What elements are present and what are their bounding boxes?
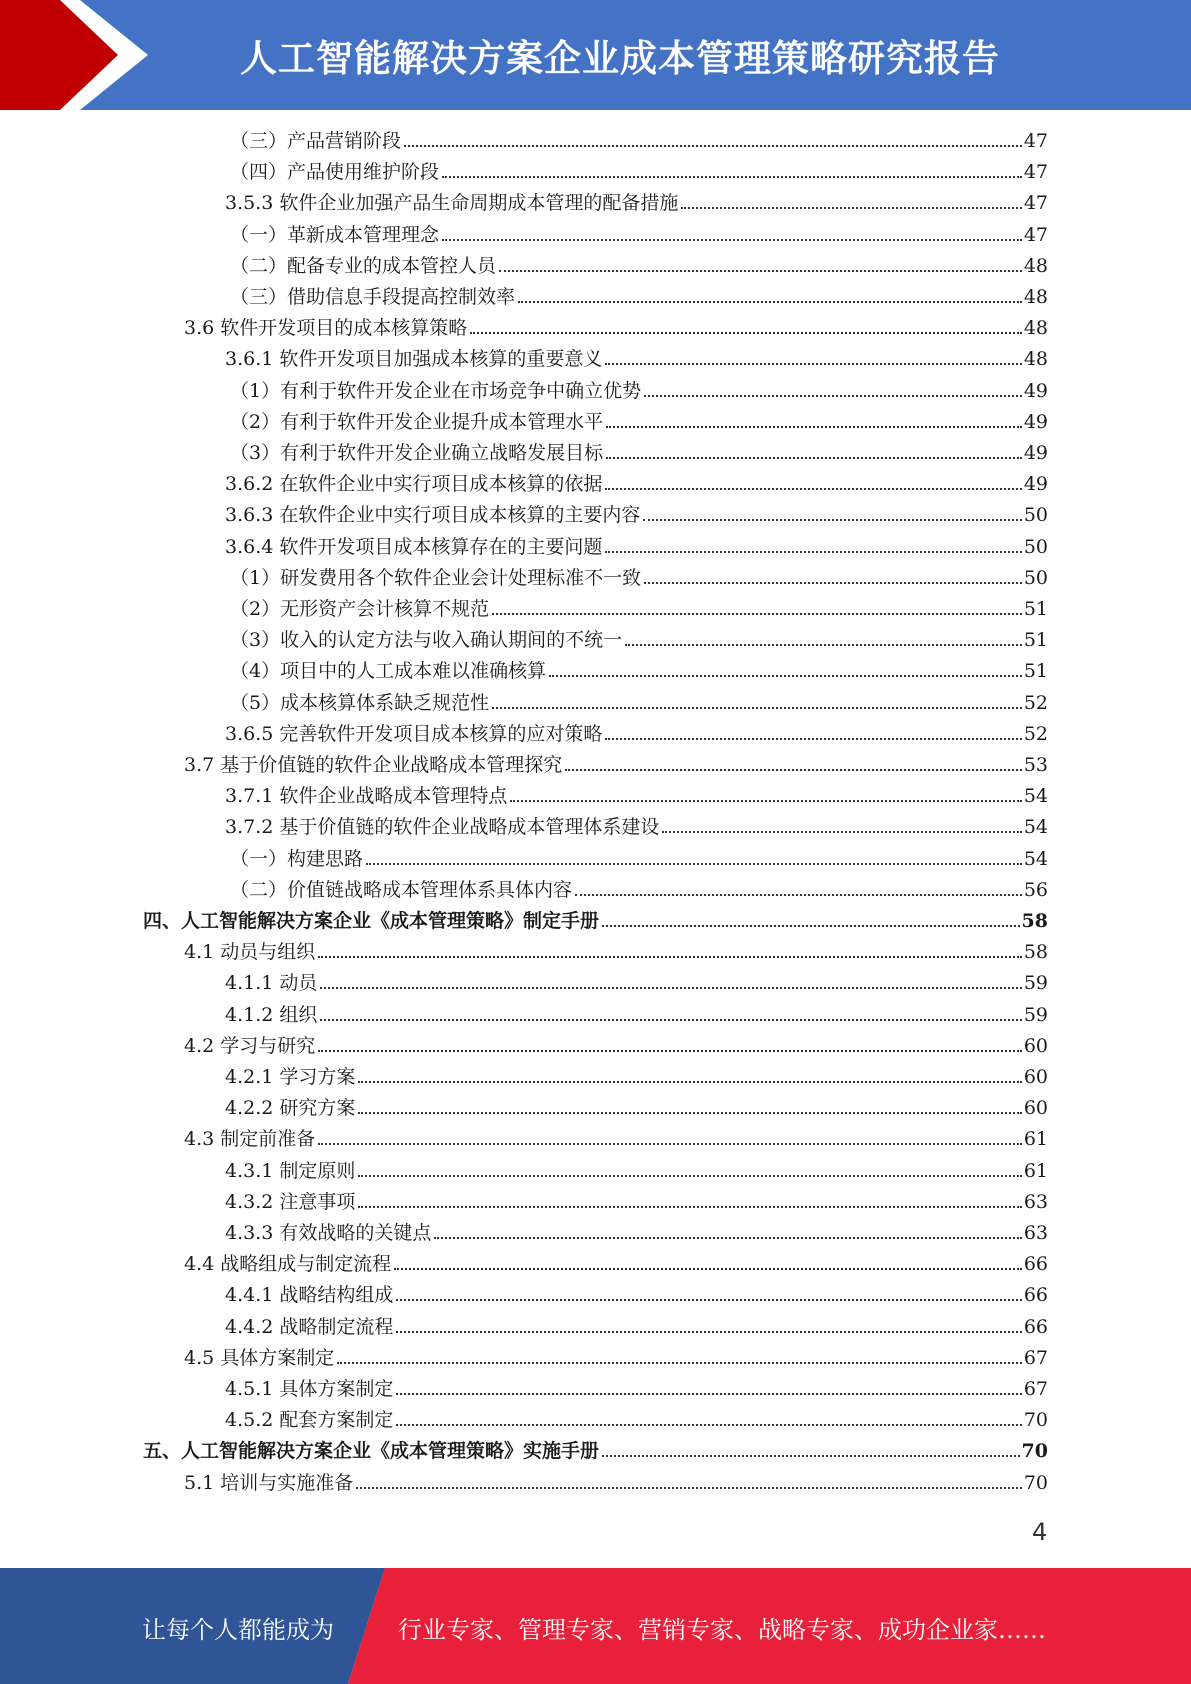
toc-dot-leader	[434, 1237, 1021, 1239]
toc-entry-label: 4.1.2 组织	[225, 1003, 318, 1026]
toc-dot-leader	[396, 1424, 1021, 1426]
toc-entry-page: 54	[1023, 847, 1048, 870]
toc-dot-leader	[565, 769, 1022, 771]
toc-dot-leader	[606, 457, 1022, 459]
toc-entry[interactable]	[225, 1187, 1048, 1218]
toc-entry-page: 66	[1023, 1315, 1048, 1338]
toc-entry[interactable]	[225, 1093, 1048, 1124]
toc-dot-leader	[470, 332, 1022, 334]
document-title: 人工智能解决方案企业成本管理策略研究报告	[240, 37, 1000, 80]
toc-entry-page: 52	[1023, 691, 1048, 714]
toc-entry-page: 58	[1023, 941, 1048, 964]
toc-entry-label: 四、人工智能解决方案企业《成本管理策略》制定手册	[143, 910, 600, 932]
toc-entry-label: 4.1.1 动员	[225, 972, 318, 995]
toc-dot-leader	[358, 1206, 1021, 1208]
toc-entry[interactable]	[230, 875, 1048, 906]
toc-dot-leader	[442, 176, 1022, 178]
toc-entry[interactable]	[225, 1374, 1048, 1405]
toc-entry-label: （二）配备专业的成本管控人员	[230, 254, 497, 277]
header-chevron-icon	[0, 0, 160, 110]
toc-dot-leader	[605, 738, 1021, 740]
toc-dot-leader	[337, 1362, 1022, 1364]
toc-entry-page: 67	[1023, 1346, 1048, 1369]
toc-dot-leader	[644, 395, 1022, 397]
toc-entry-label: （一）构建思路	[230, 847, 364, 870]
toc-dot-leader	[643, 519, 1021, 521]
toc-dot-leader	[492, 707, 1022, 709]
footer-slogan-right: 行业专家、管理专家、营销专家、战略专家、成功企业家……	[398, 1616, 1046, 1644]
toc-entry-page: 49	[1023, 473, 1048, 496]
toc-dot-leader	[320, 987, 1021, 989]
toc-entry-label: 4.3 制定前准备	[184, 1128, 316, 1151]
toc-entry[interactable]	[225, 1405, 1048, 1436]
toc-entry-label: 4.1 动员与组织	[184, 941, 316, 964]
toc-entry-label: 3.7.2 基于价值链的软件企业战略成本管理体系建设	[225, 816, 660, 839]
toc-entry-page: 47	[1023, 161, 1048, 184]
toc-entry[interactable]	[225, 1000, 1048, 1031]
toc-entry[interactable]	[230, 220, 1048, 251]
toc-entry-page: 59	[1023, 1003, 1048, 1026]
toc-entry-page: 49	[1023, 442, 1048, 464]
toc-entry-page: 52	[1023, 722, 1048, 745]
toc-entry-label: （5）成本核算体系缺乏规范性	[230, 691, 490, 714]
toc-dot-leader	[366, 863, 1022, 865]
toc-entry-label: 4.5 具体方案制定	[184, 1346, 335, 1369]
toc-entry-page: 66	[1023, 1253, 1048, 1276]
toc-entry[interactable]	[184, 1249, 1048, 1280]
toc-entry-label: （三）借助信息手段提高控制效率	[230, 286, 516, 308]
toc-entry[interactable]	[230, 844, 1048, 875]
toc-entry-label: （2）有利于软件开发企业提升成本管理水平	[230, 410, 604, 433]
toc-entry-page: 50	[1023, 566, 1048, 589]
toc-dot-leader	[499, 270, 1022, 272]
toc-entry-label: （四）产品使用维护阶段	[230, 161, 440, 184]
toc-entry[interactable]	[225, 1062, 1048, 1093]
page-header	[0, 0, 1191, 110]
toc-entry[interactable]	[230, 251, 1048, 282]
toc-entry-label: 4.3.3 有效战略的关键点	[225, 1222, 432, 1244]
toc-entry[interactable]	[230, 594, 1048, 625]
toc-entry[interactable]	[230, 656, 1048, 687]
toc-entry-label: （1）研发费用各个软件企业会计处理标准不一致	[230, 566, 642, 589]
toc-dot-leader	[356, 1487, 1022, 1489]
toc-entry-page: 58	[1021, 910, 1048, 932]
toc-entry[interactable]	[225, 812, 1048, 843]
toc-entry-page: 67	[1023, 1378, 1048, 1400]
page-footer	[0, 1568, 1191, 1684]
toc-dot-leader	[605, 488, 1021, 490]
toc-dot-leader	[575, 894, 1022, 896]
toc-entry-page: 49	[1023, 379, 1048, 402]
toc-entry[interactable]	[230, 688, 1048, 719]
toc-entry[interactable]	[184, 750, 1048, 781]
toc-entry-label: （1）有利于软件开发企业在市场竞争中确立优势	[230, 379, 642, 402]
toc-dot-leader	[358, 1081, 1021, 1083]
toc-entry[interactable]	[230, 407, 1048, 438]
toc-entry-page: 49	[1023, 410, 1048, 433]
toc-entry-page: 53	[1023, 754, 1048, 776]
toc-entry-page: 70	[1023, 1471, 1048, 1494]
page-number: 4	[1032, 1518, 1048, 1546]
toc-entry-label: 3.6.1 软件开发项目加强成本核算的重要意义	[225, 348, 603, 371]
toc-dot-leader	[681, 207, 1021, 209]
toc-entry[interactable]	[230, 126, 1048, 157]
toc-entry-label: （2）无形资产会计核算不规范	[230, 598, 490, 620]
toc-entry-label: 4.3.1 制定原则	[225, 1159, 356, 1182]
toc-entry-page: 48	[1023, 317, 1048, 340]
toc-entry-page: 60	[1023, 1066, 1048, 1088]
toc-entry-page: 47	[1023, 130, 1048, 152]
toc-entry[interactable]	[225, 1156, 1048, 1187]
toc-entry[interactable]	[184, 1468, 1048, 1499]
toc-dot-leader	[404, 145, 1022, 147]
toc-entry[interactable]	[225, 344, 1048, 375]
toc-entry-page: 48	[1023, 254, 1048, 277]
toc-dot-leader	[318, 1050, 1022, 1052]
toc-entry-page: 47	[1023, 192, 1048, 215]
toc-entry[interactable]	[184, 937, 1048, 968]
toc-entry[interactable]	[184, 1124, 1048, 1155]
toc-entry[interactable]	[225, 1218, 1048, 1249]
toc-entry-page: 48	[1023, 286, 1048, 308]
toc-entry-label: 4.2 学习与研究	[184, 1034, 316, 1057]
toc-entry[interactable]	[230, 563, 1048, 594]
toc-dot-leader	[605, 551, 1021, 553]
toc-dot-leader	[318, 956, 1022, 958]
toc-entry[interactable]	[225, 781, 1048, 812]
toc-dot-leader	[396, 1393, 1021, 1395]
toc-entry-page: 70	[1023, 1409, 1048, 1432]
toc-entry-page: 51	[1023, 660, 1048, 683]
toc-entry-page: 54	[1023, 816, 1048, 839]
toc-entry-page: 61	[1023, 1128, 1048, 1151]
toc-entry-page: 50	[1023, 504, 1048, 527]
toc-entry-page: 63	[1023, 1222, 1048, 1244]
toc-entry[interactable]	[230, 282, 1048, 313]
toc-entry-label: 4.2.2 研究方案	[225, 1097, 356, 1120]
toc-entry-label: （3）有利于软件开发企业确立战略发展目标	[230, 442, 604, 464]
toc-entry-label: 4.4 战略组成与制定流程	[184, 1253, 392, 1276]
toc-entry[interactable]	[230, 376, 1048, 407]
toc-entry-page: 66	[1023, 1284, 1048, 1307]
toc-entry-label: 4.5.2 配套方案制定	[225, 1409, 394, 1432]
toc-entry[interactable]	[225, 188, 1048, 219]
toc-entry[interactable]	[143, 906, 1048, 937]
toc-entry-page: 51	[1023, 598, 1048, 620]
toc-entry[interactable]	[230, 625, 1048, 656]
toc-entry[interactable]	[184, 1343, 1048, 1374]
toc-entry-label: （4）项目中的人工成本难以准确核算	[230, 660, 547, 683]
toc-entry-page: 60	[1023, 1097, 1048, 1120]
toc-entry[interactable]	[225, 500, 1048, 531]
toc-entry-label: 3.7.1 软件企业战略成本管理特点	[225, 785, 508, 808]
toc-entry-page: 70	[1021, 1440, 1048, 1463]
toc-entry[interactable]	[225, 1312, 1048, 1343]
toc-entry-label: 3.6.3 在软件企业中实行项目成本核算的主要内容	[225, 504, 641, 527]
toc-entry-page: 47	[1023, 223, 1048, 246]
toc-entry[interactable]	[225, 469, 1048, 500]
toc-entry[interactable]	[230, 157, 1048, 188]
toc-dot-leader	[394, 1268, 1022, 1270]
toc-entry-label: 3.6 软件开发项目的成本核算策略	[184, 317, 468, 340]
toc-entry[interactable]	[184, 313, 1048, 344]
footer-slogan-left: 让每个人都能成为	[142, 1616, 334, 1644]
toc-entry[interactable]	[225, 968, 1048, 999]
toc-dot-leader	[320, 1019, 1021, 1021]
toc-entry-label: 4.4.1 战略结构组成	[225, 1284, 394, 1307]
toc-dot-leader	[602, 925, 1020, 927]
toc-dot-leader	[644, 582, 1022, 584]
toc-entry-label: 4.4.2 战略制定流程	[225, 1315, 394, 1338]
toc-entry-label: （一）革新成本管理理念	[230, 223, 440, 246]
toc-entry[interactable]	[225, 532, 1048, 563]
toc-entry-label: （3）收入的认定方法与收入确认期间的不统一	[230, 629, 623, 652]
toc-entry-page: 63	[1023, 1190, 1048, 1213]
toc-dot-leader	[358, 1112, 1021, 1114]
toc-entry-label: 5.1 培训与实施准备	[184, 1471, 354, 1494]
toc-entry-label: 3.6.5 完善软件开发项目成本核算的应对策略	[225, 722, 603, 745]
toc-entry[interactable]	[225, 719, 1048, 750]
toc-entry-label: （二）价值链战略成本管理体系具体内容	[230, 878, 573, 901]
toc-entry[interactable]	[143, 1436, 1048, 1467]
toc-dot-leader	[606, 426, 1022, 428]
toc-entry-label: 3.5.3 软件企业加强产品生命周期成本管理的配备措施	[225, 192, 679, 215]
toc-entry-label: 4.3.2 注意事项	[225, 1190, 356, 1213]
toc-entry-label: （三）产品营销阶段	[230, 130, 402, 152]
toc-dot-leader	[518, 301, 1022, 303]
toc-dot-leader	[625, 644, 1022, 646]
toc-entry-page: 60	[1023, 1034, 1048, 1057]
toc-entry[interactable]	[184, 1031, 1048, 1062]
toc-dot-leader	[442, 239, 1022, 241]
toc-dot-leader	[605, 363, 1021, 365]
toc-dot-leader	[602, 1455, 1020, 1457]
toc-entry-label: 3.6.2 在软件企业中实行项目成本核算的依据	[225, 473, 603, 496]
toc-entry-label: 五、人工智能解决方案企业《成本管理策略》实施手册	[143, 1440, 600, 1463]
toc-entry-label: 4.2.1 学习方案	[225, 1066, 356, 1088]
toc-dot-leader	[662, 831, 1021, 833]
toc-entry-page: 51	[1023, 629, 1048, 652]
toc-dot-leader	[492, 613, 1022, 615]
toc-entry-page: 50	[1023, 535, 1048, 558]
toc-entry[interactable]	[225, 1280, 1048, 1311]
toc-entry-page: 59	[1023, 972, 1048, 995]
toc-entry-page: 61	[1023, 1159, 1048, 1182]
toc-entry[interactable]	[230, 438, 1048, 469]
toc-entry-page: 48	[1023, 348, 1048, 371]
toc-entry-label: 4.5.1 具体方案制定	[225, 1378, 394, 1400]
toc-dot-leader	[549, 675, 1022, 677]
toc-entry-label: 3.7 基于价值链的软件企业战略成本管理探究	[184, 754, 563, 776]
toc-entry-page: 54	[1023, 785, 1048, 808]
toc-dot-leader	[510, 800, 1021, 802]
toc-dot-leader	[396, 1299, 1021, 1301]
toc-dot-leader	[318, 1143, 1022, 1145]
toc-entry-label: 3.6.4 软件开发项目成本核算存在的主要问题	[225, 535, 603, 558]
toc-entry-page: 56	[1023, 878, 1048, 901]
toc-dot-leader	[358, 1175, 1021, 1177]
toc-dot-leader	[396, 1331, 1021, 1333]
